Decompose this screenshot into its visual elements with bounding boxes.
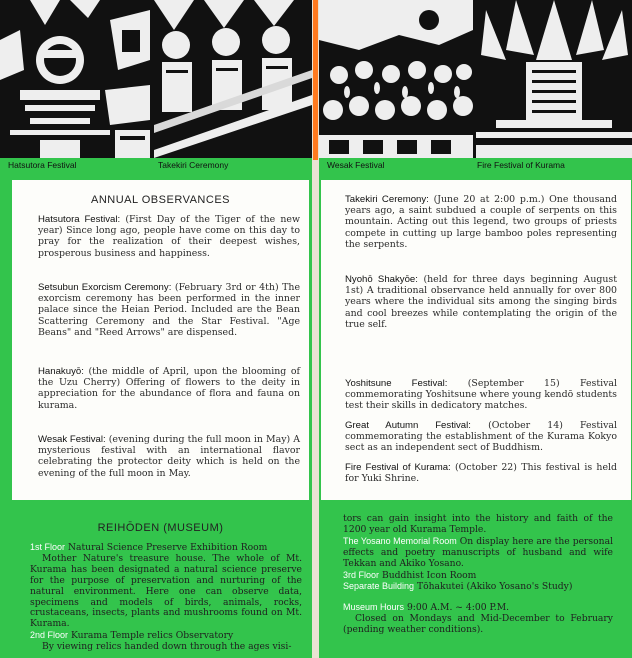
floor2-label: 2nd Floor xyxy=(30,630,69,641)
entry-text: (the middle of April, upon the blooming of the Uzu Cherry) Offering of flowers to the deity in appreciation for the abundance of flora and fauna on kurama. xyxy=(38,366,300,411)
museum-heading: REIHŌDEN (MUSEUM) xyxy=(97,522,224,534)
yosano-block xyxy=(343,536,613,570)
annual-observances-card-left xyxy=(12,180,309,500)
annual-observances-card-right xyxy=(321,180,631,500)
entry-text: (June 20 at 2:00 p.m.) One thousand years ago, a saint subdued a couple of serpents on this mountain. Acting out this legend, two groups of priests compete in cutting up large bamboo poles representing the serpents. xyxy=(345,194,618,250)
entry-takekiri xyxy=(345,194,617,250)
separate-title: Tōhakutei (Akiko Yosano's Study) xyxy=(416,581,573,593)
caption-takekiri: Takekiri Ceremony xyxy=(158,160,229,170)
floor2-title: Kurama Temple relics Observatory xyxy=(70,630,234,642)
entry-fire-festival xyxy=(345,462,617,484)
yosano-text: On display here are the personal effects and poetry manuscripts of husband and wife Tekkan and Akiko Yosano. xyxy=(343,535,614,569)
page-gutter xyxy=(312,0,319,658)
entry-name: Setsubun Exorcism Ceremony: xyxy=(38,282,172,293)
floor1-label: 1st Floor xyxy=(30,542,66,552)
entry-text: (held for three days beginning August 1st) A traditional observance held annually for over 800 years where the individual sits among the singing birds and cool breezes while contemplating the origin of the true self. xyxy=(345,274,617,330)
entry-hanakuyo xyxy=(38,366,300,411)
entry-wesak xyxy=(38,434,300,479)
caption-kurama-fire: Fire Festival of Kurama xyxy=(477,160,565,170)
entry-text: (First Day of the Tiger of the new year) Since long ago, people have come on this day to pray for the realization of their deepest wishes, prosperous business and happiness. xyxy=(38,214,300,259)
right-artwork-row xyxy=(319,0,632,158)
hatsutora-illustration xyxy=(0,0,152,158)
hours-value: 9:00 A.M. ~ 4:00 P.M. xyxy=(406,602,510,614)
museum-text-right xyxy=(343,514,613,636)
yosano-label: The Yosano Memorial Room xyxy=(343,535,457,546)
floor1-text: Mother Nature's treasure house. The whole of Mt. Kurama has been designated a natural science preserve for the purpose of preservation and nurturing of the natural environment. Here one can observe data, specimens and models of birds, animals, rocks, crustaceans, insects, plants and mushrooms found on Mt. Kurama. xyxy=(30,552,302,630)
entry-nyoho xyxy=(345,274,617,330)
entry-setsubun xyxy=(38,282,300,338)
entry-text: (evening during the full moon in May) A mysterious festival with an international flavor celebrating the protector deity which is held on the evening of the full moon in May. xyxy=(38,434,301,479)
entry-name: Takekiri Ceremony: xyxy=(345,194,429,205)
entry-text: (October 22) This festival is held for Yuki Shrine. xyxy=(345,462,617,485)
entry-great-autumn xyxy=(345,420,617,454)
floor2-text-continued: tors can gain insight into the history and faith of the 1200 year old Kurama Temple. xyxy=(343,513,613,535)
caption-hatsutora: Hatsutora Festival xyxy=(8,160,77,170)
right-page xyxy=(319,0,632,658)
entry-name: Hatsutora Festival: xyxy=(38,214,121,225)
gutter-accent xyxy=(313,0,318,160)
floor3-block xyxy=(343,570,613,582)
caption-wesak: Wesak Festival xyxy=(327,160,385,170)
left-artwork-row xyxy=(0,0,312,158)
entry-name: Fire Festival of Kurama: xyxy=(345,462,451,473)
wesak-illustration xyxy=(319,0,473,158)
entry-hatsutora xyxy=(38,214,300,259)
hours-label: Museum Hours xyxy=(343,602,405,613)
floor2-text-start: By viewing relics handed down through the ages visi- xyxy=(42,642,292,653)
floor2-block xyxy=(30,630,302,642)
entry-name: Hanakuyō: xyxy=(38,366,84,377)
left-page xyxy=(0,0,312,658)
entry-text: (February 3rd or 4th) The exorcism ceremony has been performed in the inner palace since the Heian Period. Included are the Bean Scattering Ceremony and the Star Festival. "Age Beans" and "Reed Arrows" are dispensed. xyxy=(38,282,300,338)
separate-label: Separate Building xyxy=(343,581,415,592)
entry-name: Nyohō Shakyōe: xyxy=(345,274,418,285)
separate-building-block xyxy=(343,581,613,593)
entry-text: (October 14) Festival commemorating the establishment of the Kurama Kokyo sect as an independent sect of Buddhism. xyxy=(345,420,617,454)
closed-text: Closed on Mondays and Mid-December to February (pending weather conditions). xyxy=(343,613,613,636)
takekiri-illustration xyxy=(154,0,312,158)
entry-text: (September 15) Festival commemorating Yoshitsune where young kendō students test their skills in dedicatory matches. xyxy=(345,378,617,412)
entry-name: Wesak Festival: xyxy=(38,434,106,445)
entry-name: Great Autumn Festival: xyxy=(345,420,471,431)
floor3-title: Buddhist Icon Room xyxy=(381,569,477,581)
floor1-title: Natural Science Preserve Exhibition Room xyxy=(67,542,268,553)
entry-yoshitsune xyxy=(345,378,617,412)
museum-text-left xyxy=(30,542,302,653)
kurama-fire-illustration xyxy=(476,0,632,158)
floor3-label: 3rd Floor xyxy=(343,569,380,580)
annual-observances-heading: ANNUAL OBSERVANCES xyxy=(90,194,230,206)
entry-name: Yoshitsune Festival: xyxy=(345,378,448,389)
